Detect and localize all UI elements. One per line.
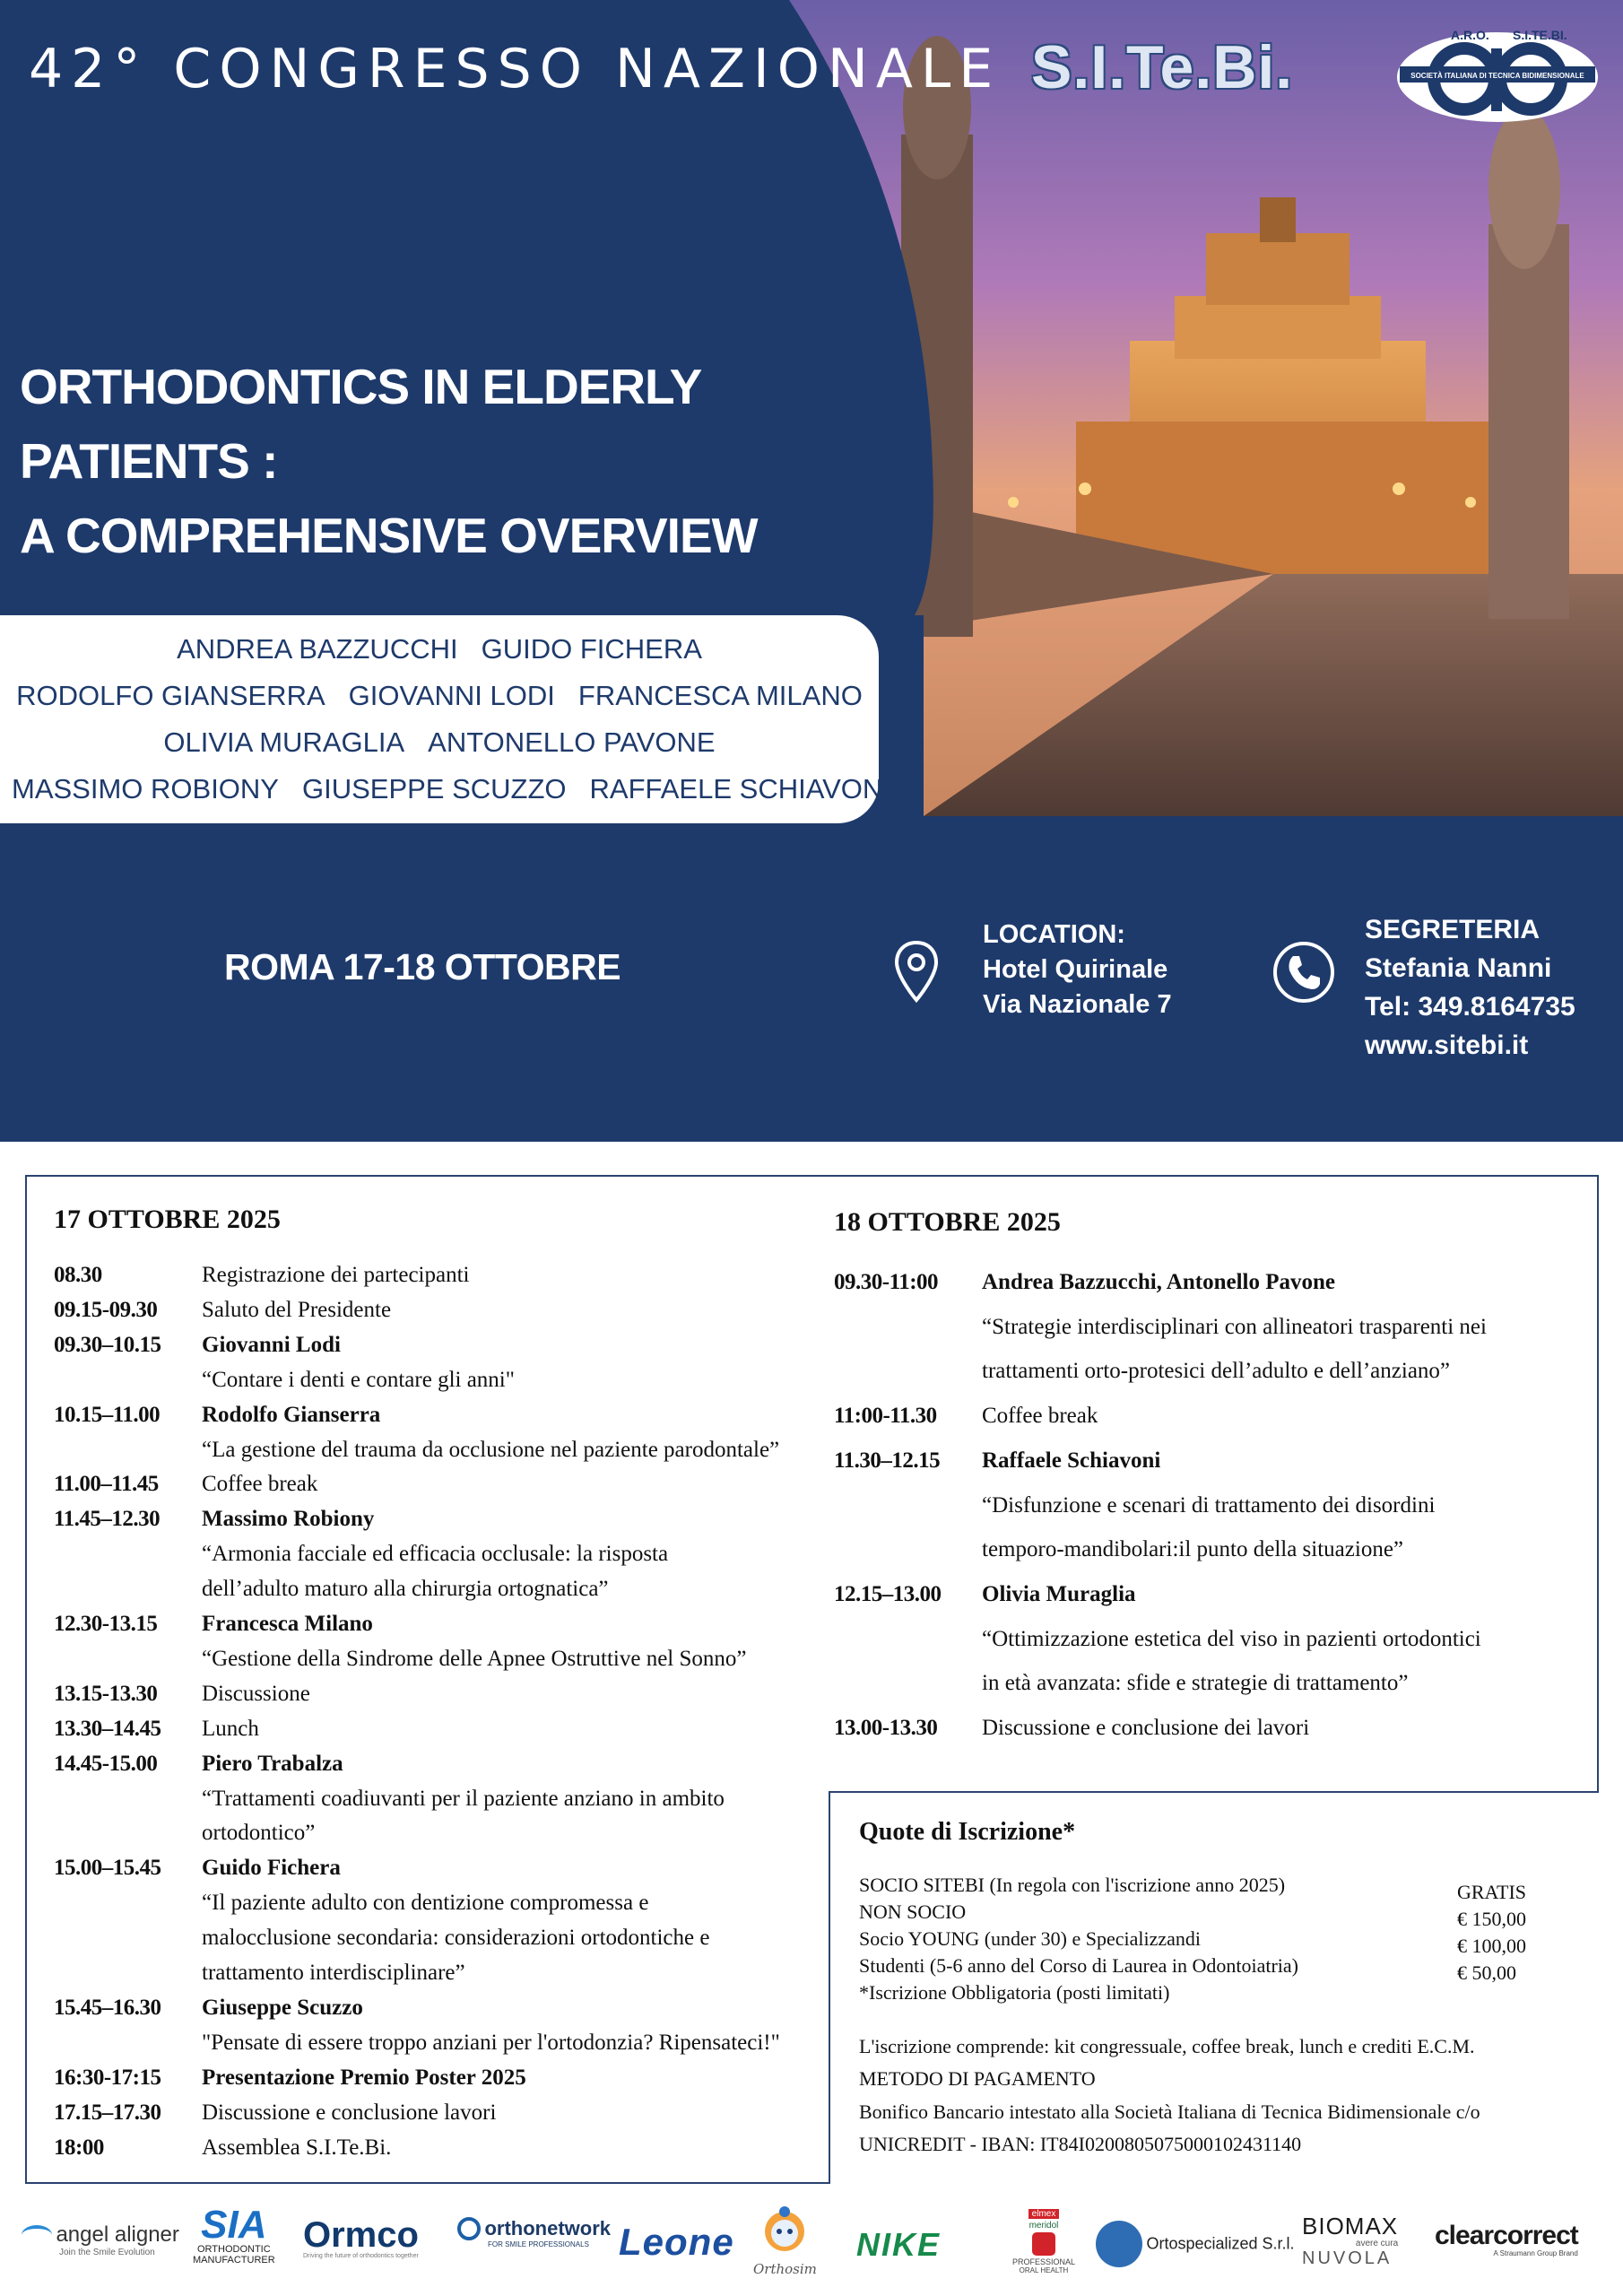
schedule-time: 16:30-17:15	[54, 2065, 161, 2090]
schedule-text: “Il paziente adulto con dentizione compromessa e	[202, 1891, 649, 1916]
speaker-name: MASSIMO ROBIONY	[12, 773, 279, 804]
secretariat-block	[1365, 910, 1575, 1065]
orthosim-logo: Orthosim	[753, 2201, 817, 2277]
biomax-nuvola-logo: BIOMAX avere cura NUVOLA	[1302, 2213, 1399, 2268]
day2-title: 18 OTTOBRE 2025	[834, 1207, 1061, 1237]
schedule-speaker: Giuseppe Scuzzo	[202, 1995, 363, 2020]
speaker-name: GUIDO FICHERA	[481, 633, 702, 665]
speaker-name: GIOVANNI LODI	[348, 680, 555, 711]
schedule-speaker: Giovanni Lodi	[202, 1332, 341, 1357]
nike-logo: NIKE	[856, 2226, 942, 2263]
hero-banner	[0, 0, 1623, 1142]
schedule-text: Discussione e conclusione dei lavori	[982, 1716, 1310, 1740]
fee-label: NON SOCIO	[859, 1900, 967, 1923]
schedule-text: "Pensate di essere troppo anziani per l'ortodonzia? Ripensateci!"	[202, 2030, 780, 2055]
schedule-text: “Armonia facciale ed efficacia occlusale: la risposta	[202, 1542, 669, 1567]
phone-icon	[1271, 940, 1336, 1004]
angel-aligner-logo: angel aligner Join the Smile Evolution	[22, 2222, 179, 2257]
fee-price: € 50,00	[1457, 1961, 1516, 1984]
speaker-row-4	[0, 773, 890, 805]
schedule-speaker: Raffaele Schiavoni	[982, 1448, 1161, 1473]
schedule-time: 12.15–13.00	[834, 1581, 942, 1606]
fee-label: Studenti (5-6 anno del Corso di Laurea in Odontoiatria)	[859, 1954, 1298, 1977]
secretariat-name: Stefania Nanni	[1365, 953, 1552, 983]
elmex-meridol-logo: elmex meridol PROFESSIONAL ORAL HEALTH	[1011, 2209, 1076, 2274]
speaker-name: FRANCESCA MILANO	[577, 680, 863, 711]
schedule-speaker: Andrea Bazzucchi, Antonello Pavone	[982, 1270, 1335, 1294]
speaker-name: ANTONELLO PAVONE	[428, 726, 716, 758]
aro-sitebi-logo	[1394, 25, 1601, 124]
ormco-logo: Ormco Driving the future of orthodontics together	[303, 2215, 419, 2259]
fee-label: Socio YOUNG (under 30) e Specializzandi	[859, 1927, 1202, 1950]
city-date: ROMA 17-18 OTTOBRE	[224, 946, 621, 987]
payment-iban: UNICREDIT - IBAN: IT84I0200805075000102431140	[859, 2133, 1302, 2155]
location-label: LOCATION:	[983, 920, 1125, 949]
sia-logo: SIA ORTHODONTIC MANUFACTURER	[193, 2203, 275, 2266]
fee-price: € 150,00	[1457, 1908, 1526, 1930]
schedule-time: 15.00–15.45	[54, 1856, 161, 1881]
talk-title-line-1: ORTHODONTICS IN ELDERLY PATIENTS :	[20, 359, 701, 489]
payment-title: METODO DI PAGAMENTO	[859, 2067, 1096, 2090]
speaker-name: GIUSEPPE SCUZZO	[301, 773, 567, 804]
payment-line-1: Bonifico Bancario intestato alla Società Italiana di Tecnica Bidimensionale c/o	[859, 2100, 1480, 2123]
logo-aro-text: A.R.O.	[1451, 28, 1489, 42]
schedule-time: 13.30–14.45	[54, 1716, 161, 1741]
schedule-text: “Trattamenti coadiuvanti per il paziente anziano in ambito	[202, 1786, 725, 1811]
leone-logo: Leone	[619, 2221, 734, 2263]
schedule-time: 11.45–12.30	[54, 1507, 161, 1532]
speaker-name: RODOLFO GIANSERRA	[16, 680, 325, 711]
schedule-time: 14.45-15.00	[54, 1751, 158, 1776]
fees-title: Quote di Iscrizione*	[859, 1818, 1076, 1846]
schedule-time: 11:00-11.30	[834, 1404, 937, 1429]
speakers-card	[0, 615, 890, 823]
elmex-box-icon	[1032, 2232, 1055, 2256]
secretariat-label: SEGRETERIA	[1365, 915, 1541, 944]
schedule-text: Coffee break	[202, 1472, 318, 1497]
speaker-row-1	[0, 633, 879, 665]
ortospecialized-logo: Ortospecialized S.r.l.	[1096, 2221, 1295, 2267]
orthosim-mascot-icon	[753, 2201, 816, 2257]
schedule-text: Coffee break	[982, 1404, 1098, 1429]
fee-price: GRATIS	[1457, 1881, 1527, 1903]
schedule-text: in età avanzata: sfide e strategie di trattamento”	[982, 1671, 1409, 1696]
fee-note: *Iscrizione Obbligatoria (posti limitati)	[859, 1981, 1170, 2004]
schedule-text: Registrazione dei partecipanti	[202, 1263, 470, 1287]
schedule-text: Saluto del Presidente	[202, 1297, 392, 1322]
schedule-time: 18:00	[54, 2135, 104, 2160]
speaker-row-2	[0, 680, 879, 712]
sponsors-bar	[0, 2197, 1623, 2296]
schedule-time: 09.15-09.30	[54, 1297, 158, 1322]
schedule-text: “Disfunzione e scenari di trattamento dei disordini	[982, 1492, 1436, 1518]
angel-wing-icon	[22, 2225, 52, 2245]
talk-title-line-2: A COMPREHENSIVE OVERVIEW	[20, 508, 758, 563]
logo-caption: SOCIETÀ ITALIANA DI TECNICA BIDIMENSIONALE	[1410, 72, 1584, 80]
schedule-time: 11.00–11.45	[54, 1472, 159, 1497]
schedule-speaker: Guido Fichera	[202, 1856, 341, 1881]
speaker-row-3	[0, 726, 879, 759]
schedule-time: 11.30–12.15	[834, 1448, 941, 1473]
schedule-text: “Ottimizzazione estetica del viso in pazienti ortodontici	[982, 1626, 1481, 1651]
schedule-time: 13.00-13.30	[834, 1716, 938, 1740]
talk-title	[20, 350, 916, 573]
schedule-time: 08.30	[54, 1263, 102, 1287]
schedule-time: 10.15–11.00	[54, 1402, 161, 1427]
schedule-speaker: Olivia Muraglia	[982, 1581, 1136, 1606]
schedule-time: 17.15–17.30	[54, 2100, 161, 2125]
schedule-text: “La gestione del trauma da occlusione nel paziente parodontale”	[202, 1437, 780, 1462]
congress-title: 42° CONGRESSO NAZIONALE	[29, 38, 1002, 100]
logo-sitebi-text: S.I.TE.BI.	[1513, 28, 1567, 42]
schedule-text: ortodontico”	[202, 1821, 316, 1846]
fees-includes: L'iscrizione comprende: kit congressuale, coffee break, lunch e crediti E.C.M.	[859, 2035, 1475, 2057]
schedule-text: Discussione	[202, 1681, 310, 1706]
fee-price: € 100,00	[1457, 1935, 1526, 1957]
schedule-time: 12.30-13.15	[54, 1612, 158, 1636]
orthonetwork-logo: orthonetwork FOR SMILE PROFESSIONALS	[457, 2217, 611, 2248]
schedule-text: “Strategie interdisciplinari con allineatori trasparenti nei	[982, 1314, 1487, 1339]
schedule-text: Assemblea S.I.Te.Bi.	[202, 2135, 392, 2160]
schedule-time: 09.30-11:00	[834, 1270, 939, 1294]
schedule-speaker: Francesca Milano	[202, 1612, 373, 1636]
schedule-text: temporo-mandibolari:il punto della situazione”	[982, 1537, 1404, 1562]
schedule-text: “Contare i denti e contare gli anni"	[202, 1367, 515, 1392]
speaker-name: RAFFAELE SCHIAVONI	[589, 773, 890, 804]
schedule-speaker: Massimo Robiony	[202, 1507, 375, 1532]
schedule-speaker: Rodolfo Gianserra	[202, 1402, 381, 1427]
schedule-text: Lunch	[202, 1716, 259, 1741]
location-address: Via Nazionale 7	[983, 990, 1172, 1019]
fees-box	[829, 1791, 1599, 2184]
location-block	[983, 918, 1172, 1022]
fee-label: SOCIO SITEBI (In regola con l'iscrizione anno 2025)	[859, 1874, 1286, 1896]
ortospecialized-disc-icon	[1096, 2221, 1142, 2267]
website-link[interactable]: www.sitebi.it	[1365, 1031, 1529, 1060]
schedule-speaker: Presentazione Premio Poster 2025	[202, 2065, 526, 2090]
speaker-name: ANDREA BAZZUCCHI	[177, 633, 458, 665]
schedule-time: 15.45–16.30	[54, 1995, 161, 2020]
org-acronym: S.I.Te.Bi.	[1031, 33, 1294, 101]
day1-title: 17 OTTOBRE 2025	[54, 1205, 281, 1234]
schedule-text: trattamenti orto-protesici dell’adulto e dell’anziano”	[982, 1359, 1451, 1384]
schedule-text: trattamento interdisciplinare”	[202, 1961, 465, 1985]
schedule-text: malocclusione secondaria: considerazioni ortodontiche e	[202, 1926, 710, 1951]
schedule-text: Discussione e conclusione lavori	[202, 2100, 497, 2125]
schedule-time: 13.15-13.30	[54, 1681, 158, 1706]
schedule-text: dell’adulto maturo alla chirurgia ortognatica”	[202, 1577, 609, 1602]
location-pin-icon	[893, 939, 940, 1004]
schedule-text: “Gestione della Sindrome delle Apnee Ostruttive nel Sonno”	[202, 1646, 747, 1671]
speaker-name: OLIVIA MURAGLIA	[163, 726, 405, 758]
location-name: Hotel Quirinale	[983, 955, 1168, 984]
orthonetwork-ring-icon	[457, 2217, 481, 2240]
schedule-time: 09.30–10.15	[54, 1332, 161, 1357]
clearcorrect-logo: clearcorrect A Straumann Group Brand	[1435, 2221, 1578, 2257]
schedule-speaker: Piero Trabalza	[202, 1751, 343, 1776]
secretariat-phone: Tel: 349.8164735	[1365, 992, 1575, 1022]
